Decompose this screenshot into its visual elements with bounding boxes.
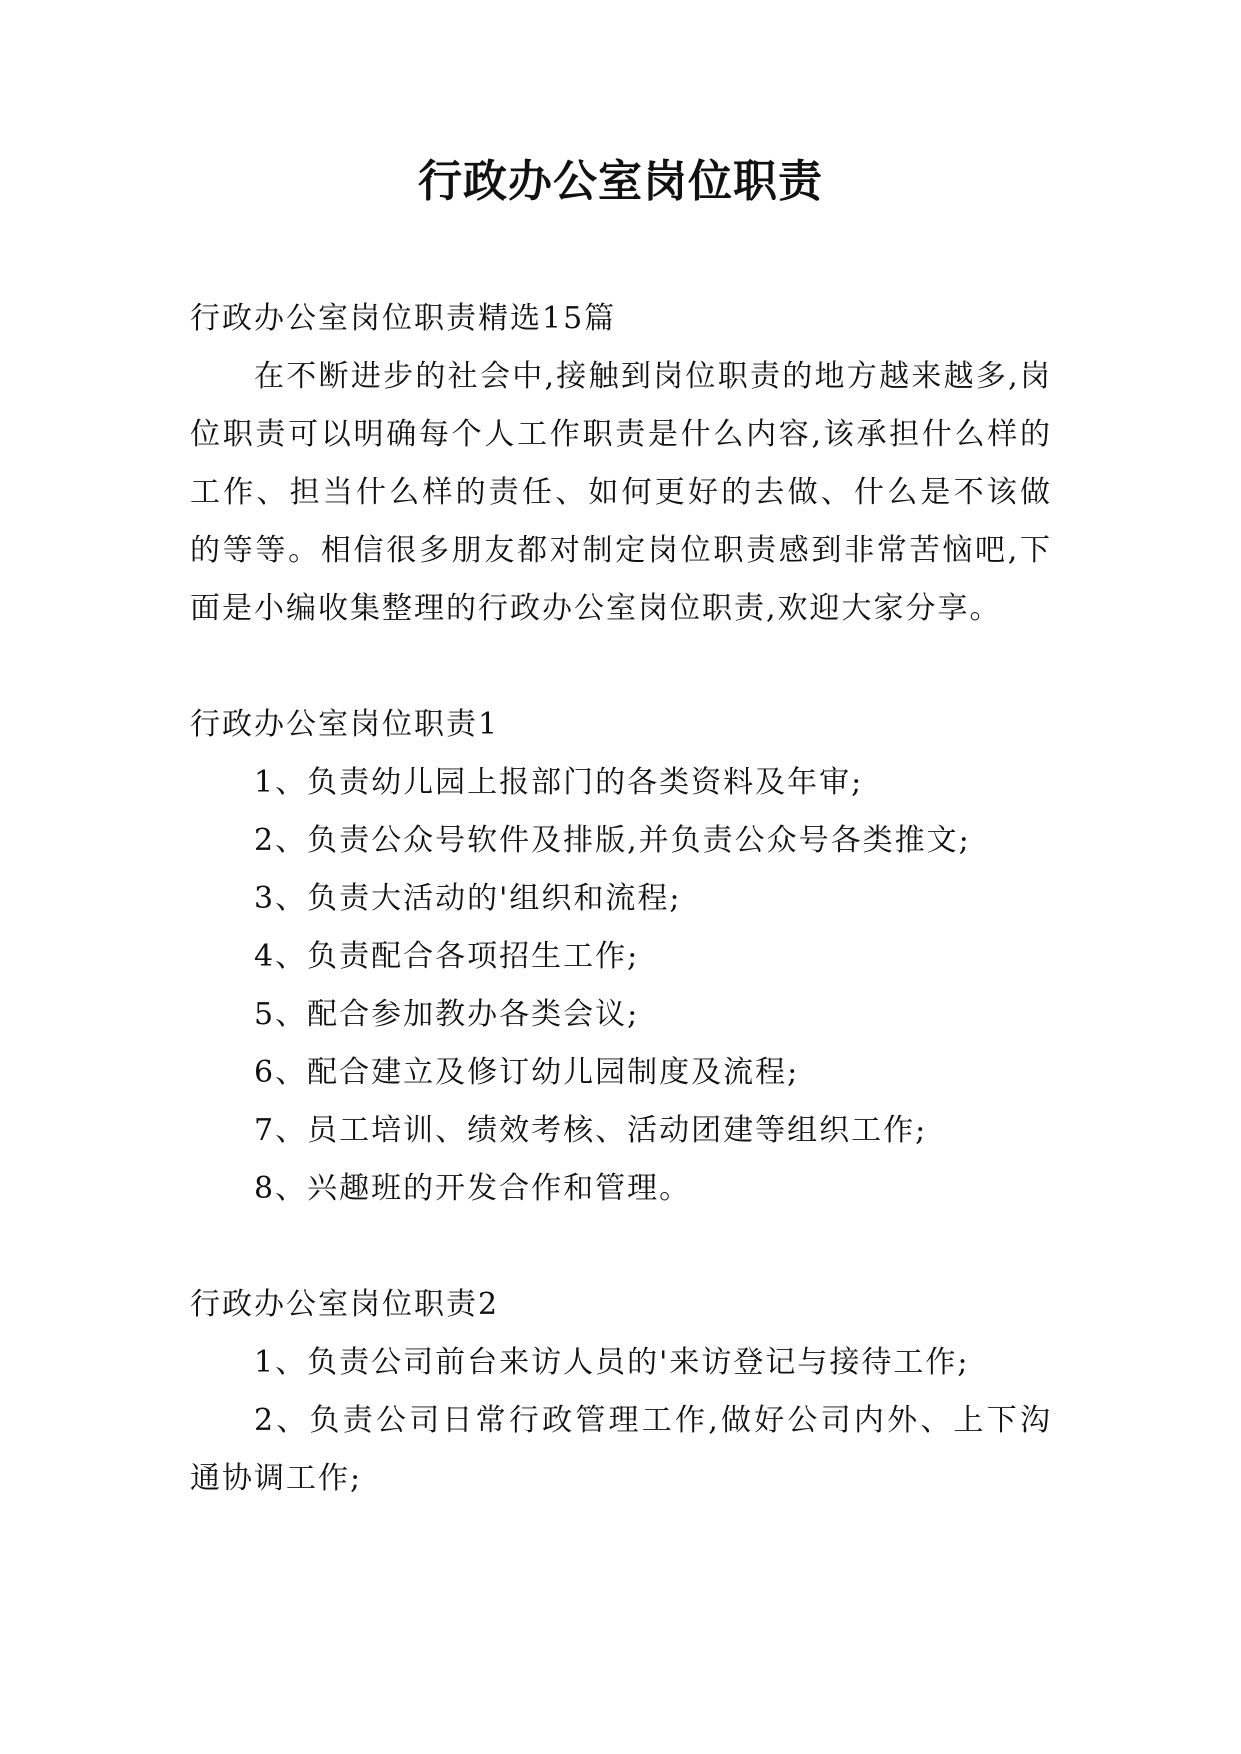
section-1-item-2: 2、负责公众号软件及排版,并负责公众号各类推文; [254,823,971,858]
document-subtitle: 行政办公室岗位职责精选15篇 [190,301,617,336]
section-spacer [190,1218,1052,1276]
section-1-item-8: 8、兴趣班的开发合作和管理。 [254,1171,692,1206]
section-1-item-3: 3、负责大活动的'组织和流程; [254,881,682,916]
section-2-item-2: 2、负责公司日常行政管理工作,做好公司内外、上下沟通协调工作; [190,1403,1052,1496]
section-spacer [190,638,1052,696]
section-2-item-1: 1、负责公司前台来访人员的'来访登记与接待工作; [254,1345,970,1380]
section-2-heading: 行政办公室岗位职责2 [190,1287,500,1322]
document-body [190,290,1052,1508]
document-title: 行政办公室岗位职责 [418,156,823,207]
section-1-item-4: 4、负责配合各项招生工作; [254,939,640,974]
section-1-item-1: 1、负责幼儿园上报部门的各类资料及年审; [254,765,864,800]
section-1-heading: 行政办公室岗位职责1 [190,707,500,742]
section-1-item-5: 5、配合参加教办各类会议; [254,997,640,1032]
section-1-item-6: 6、配合建立及修订幼儿园制度及流程; [254,1055,800,1090]
intro-paragraph: 在不断进步的社会中,接触到岗位职责的地方越来越多,岗位职责可以明确每个人工作职责是什么内容,该承担什么样的工作、担当什么样的责任、如何更好的去做、什么是不该做的等等。相信很多朋友都对制定岗位职责感到非常苦恼吧,下面是小编收集整理的行政办公室岗位职责,欢迎大家分享。 [190,359,1052,626]
section-1-item-7: 7、员工培训、绩效考核、活动团建等组织工作; [254,1113,928,1148]
